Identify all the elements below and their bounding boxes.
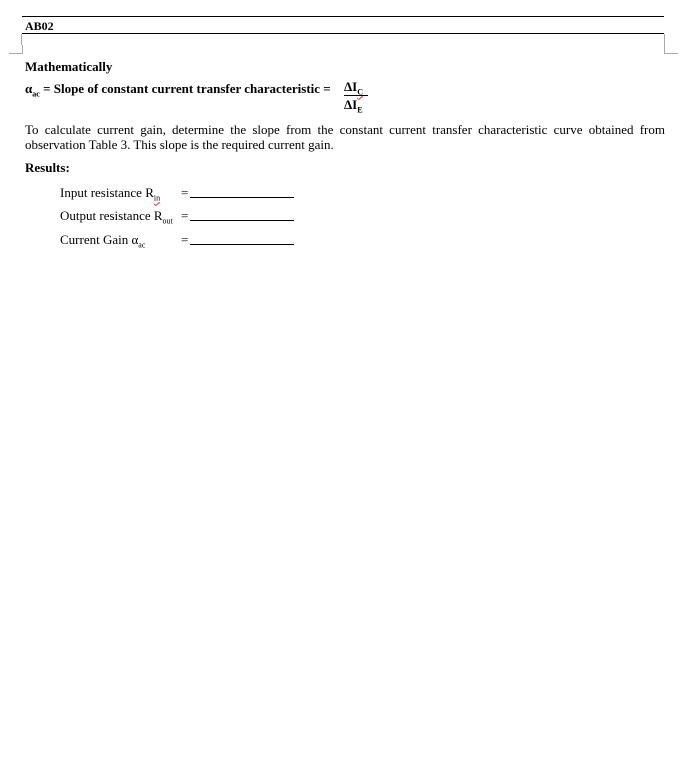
- result-label: Input resistance R: [60, 185, 154, 200]
- formula-alpha: α: [25, 81, 33, 96]
- formula-text: = Slope of constant current transfer characteristic =: [39, 81, 331, 96]
- equals-sign: =: [181, 185, 189, 200]
- fraction-denominator: $\Delta I_E$: [344, 97, 363, 115]
- body-paragraph: To calculate current gain, determine the slope from the constant current transfer characteristic curve obtained from observation Table 3. This slope is the required current gain.: [25, 122, 665, 152]
- answer-blank: [190, 197, 294, 198]
- result-row-input-resistance: [60, 185, 189, 203]
- section-heading: Mathematically: [25, 59, 113, 74]
- result-label: Current Gain α: [60, 232, 139, 247]
- equals-sign: =: [181, 208, 189, 223]
- header-top-rule: [22, 16, 664, 17]
- result-row-output-resistance: [60, 208, 189, 226]
- crop-mark-left: [9, 45, 23, 54]
- result-row-current-gain: [60, 232, 189, 250]
- crop-mark-left-vertical: [21, 34, 22, 45]
- result-label: Output resistance R: [60, 208, 163, 223]
- fraction-numerator: $\Delta I_C$: [344, 79, 368, 96]
- result-label-sub: ac: [138, 240, 146, 250]
- crop-mark-right: [664, 45, 678, 54]
- formula-alpha-sub: ac: [32, 89, 40, 99]
- answer-blank: [190, 244, 294, 245]
- formula-fraction: [344, 79, 368, 115]
- document-code: AB02: [25, 19, 54, 33]
- formula-line: [25, 81, 331, 99]
- results-heading: Results:: [25, 160, 70, 175]
- header-bottom-rule: [22, 33, 664, 34]
- result-label-sub: in: [153, 193, 161, 203]
- crop-mark-right-vertical: [664, 34, 665, 45]
- answer-blank: [190, 220, 294, 221]
- result-label-sub: out: [162, 216, 173, 226]
- equals-sign: =: [181, 232, 189, 247]
